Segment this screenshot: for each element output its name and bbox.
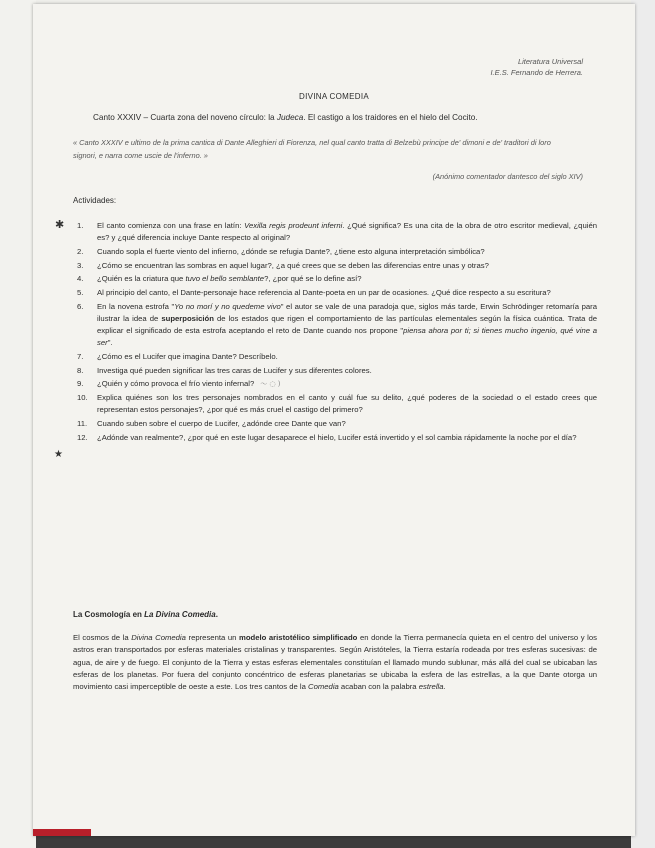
activities-heading: Actividades:	[73, 196, 117, 205]
activity-item	[73, 260, 597, 272]
header-course: Literatura Universal	[517, 57, 583, 66]
activity-text: . ¿Qué significa? Es una cita de la obra de otro escritor medieval, ¿quién es? y ¿qué diferencia incluye Dante respecto al original?	[97, 221, 597, 243]
activity-number: 7.	[77, 352, 84, 362]
cosmology-text: en donde la Tierra permanecía quieta en el centro del universo y los astros eran transportados por esferas materiales cristalinas y transparentes. Según Aristóteles, la Tierra estaría rodeada por tres esferas sucesivas: de agua, de aire y de fuego. El conjunto de la Tierra y estas esferas elementales constituían el llamado mundo sublunar, más allá del cual se ubicaban las esferas de los planetas. Por fuera del conjunto concéntrico de esferas planetarias se ubicaba la esfera de las estrellas, a la que Dante otorga un movimiento casi imperceptible de oeste a este. Los tres cantos de la	[73, 633, 597, 692]
red-edge-strip	[33, 829, 91, 836]
activity-item	[73, 432, 597, 444]
activity-number: 4.	[77, 274, 84, 284]
activity-italic: piensa ahora por ti; si tienes mucho ingenio, qué vine a ser	[97, 326, 597, 348]
activity-number: 12.	[77, 432, 88, 442]
cosmology-text: .	[443, 682, 446, 692]
activity-text: ¿Cómo se encuentran las sombras en aquel lugar?, ¿a qué crees que se deben las diferencias entre unas y otras?	[97, 260, 489, 270]
activity-bold: superposición	[161, 313, 214, 323]
activity-number: 2.	[77, 246, 84, 256]
activity-text: de los estados que rigen el comportamiento de las partículas elementales según la física cuántica. Trata de explicar el significado de esta estrofa aceptando el reto de Dante cuando nos propone "	[97, 313, 597, 336]
cosmology-text: El cosmos de la	[73, 633, 132, 642]
activity-text: Al principio del canto, el Dante-personaje hace referencia al Dante-poeta en un par de ocasiones. ¿Qué dice respecto a su escritura?	[97, 288, 551, 298]
activities-list	[73, 220, 597, 445]
activity-number: 8.	[77, 365, 84, 375]
cosmology-italic: Divina Comedia	[131, 633, 186, 642]
activity-text: ¿Cómo es el Lucifer que imagina Dante? Descríbelo.	[97, 352, 278, 362]
activity-number: 5.	[77, 288, 84, 298]
background-left	[0, 0, 36, 848]
subtitle-suffix: . El castigo a los traidores en el hielo del Cocito.	[303, 113, 478, 122]
activity-item	[73, 287, 597, 299]
activity-text: ".	[107, 338, 113, 348]
header	[490, 56, 583, 78]
epigraph-quote: « Canto XXXIV e ultimo de la prima cantica di Dante Alleghieri di Fiorenza, nel qual canto tratta di Belzebù principe de' dimoni e de' traditori di loro signori, e narra come uscie de l'inferno. »	[73, 138, 551, 160]
activity-number: 6.	[77, 301, 84, 311]
activity-item	[73, 365, 597, 377]
activity-number: 11.	[77, 419, 88, 429]
activity-item	[73, 392, 597, 416]
cosmology-text: representa un	[185, 633, 239, 642]
activity-item	[73, 378, 597, 390]
activity-text: Cuando sopla el fuerte viento del infierno, ¿dónde se refugia Dante?, ¿tiene esto alguna interpretación simbólica?	[97, 246, 485, 256]
activity-item	[73, 273, 597, 285]
cosmology-heading-emphasis: La Divina Comedia	[144, 610, 216, 619]
activity-number: 10.	[77, 393, 88, 403]
activity-item	[73, 351, 597, 363]
activity-number: 3.	[77, 260, 84, 270]
activity-number: 1.	[77, 221, 84, 230]
activity-item	[73, 246, 597, 258]
document-page	[33, 4, 635, 836]
activity-text: Investiga qué pueden significar las tres caras de Lucifer y sus diferentes colores.	[97, 365, 372, 375]
activity-number: 9.	[77, 379, 84, 389]
handwritten-pin-mark-icon: ✱	[55, 219, 65, 231]
activity-text: Cuando suben sobre el cuerpo de Lucifer, ¿adónde cree Dante que van?	[97, 419, 346, 429]
activity-text: En la novena estrofa "	[97, 301, 175, 311]
cosmology-heading-prefix: La Cosmología en	[73, 610, 145, 619]
epigraph-attribution: (Anónimo comentador dantesco del siglo XIV)	[432, 172, 583, 181]
activity-italic: Vexilla regis prodeunt inferni	[244, 221, 343, 230]
cosmology-paragraph	[73, 632, 597, 693]
activity-text: ¿Adónde van realmente?, ¿por qué en este lugar desaparece el hielo, Lucifer está invertido y el sol cambia rápidamente la noche por el día?	[97, 432, 577, 442]
activity-text: El canto comienza con una frase en latín:	[97, 221, 245, 230]
cosmology-bold: modelo aristotélico simplificado	[238, 633, 358, 642]
activity-text: ?, ¿por qué se lo define así?	[264, 274, 362, 284]
activity-text: ¿Quién es la criatura que	[97, 274, 186, 284]
pencil-scribble-icon: 〜 ◌ )	[260, 380, 281, 389]
cosmology-italic: estrella	[418, 682, 444, 692]
activity-text: Explica quiénes son los tres personajes nombrados en el canto y cuál fue su delito, ¿qué poderes de la sociedad o el estado crees que representan estos personajes?, ¿por qué es más cruel el castigo del primero?	[97, 393, 597, 415]
activity-text: " el autor se vale de una paradoja que, siglos más tarde, Erwin Schrödinger retomaría para ilustrar la idea de	[97, 301, 598, 323]
page-title: DIVINA COMEDIA	[299, 92, 369, 101]
cosmology-text: acaban con la palabra	[338, 682, 419, 692]
subtitle	[93, 113, 478, 122]
activity-item	[73, 301, 597, 350]
subtitle-prefix: Canto XXXIV – Cuarta zona del noveno círculo: la	[93, 113, 277, 122]
activity-text: ¿Quién y cómo provoca el frío viento infernal?	[97, 379, 255, 389]
activity-item	[73, 418, 597, 430]
header-school: I.E.S. Fernando de Herrera.	[490, 68, 583, 77]
cosmology-italic: Comedia	[308, 682, 339, 692]
activity-item	[73, 220, 597, 244]
activity-italic: Yo no morí y no quedeme vivo	[174, 301, 281, 311]
cosmology-heading-suffix: .	[215, 610, 218, 619]
cosmology-heading	[73, 610, 218, 619]
subtitle-emphasis: Judeca	[276, 113, 304, 122]
handwritten-star-mark-icon: ★	[54, 449, 63, 460]
activity-italic: tuvo el bello semblante	[185, 274, 265, 284]
